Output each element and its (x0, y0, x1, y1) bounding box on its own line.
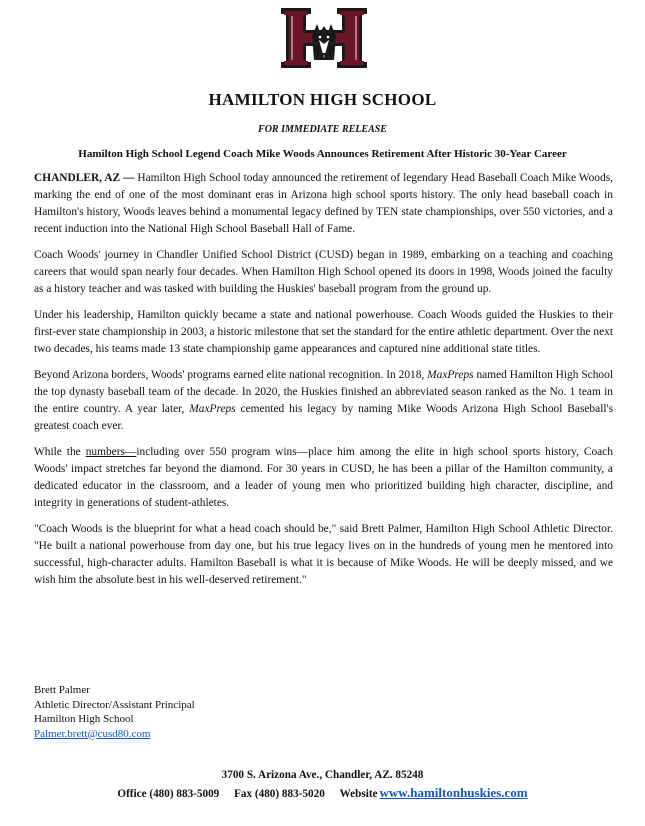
paragraph-4-part-b: named Hamilton High School the top dynasty baseball team of the decade. In 2020, the Huskies finished an abbreviated season ranked as the No. 1 team in the entire country. A year later, (34, 369, 613, 415)
school-logo (279, 6, 369, 70)
paragraph-1-text: Hamilton High School today announced the retirement of legendary Head Baseball Coach Mike Woods, marking the end of one of the most dominant eras in Arizona high school sports history. The only head baseball coach in Hamilton's history, Woods leaves behind a monumental legacy defined by TEN state championships, over 550 victories, and a recent induction into the National High School Baseball Hall of Fame. (34, 172, 613, 235)
signer-title: Athletic Director/Assistant Principal (34, 698, 195, 711)
press-release-body (34, 170, 613, 598)
maxpreps-italic: MaxPreps (427, 369, 474, 381)
hamilton-h-husky-logo-icon (279, 6, 369, 70)
dateline: CHANDLER, AZ — (34, 172, 135, 184)
email-link[interactable]: Palmer.brett@cusd80.com (34, 727, 151, 740)
school-name: HAMILTON HIGH SCHOOL (208, 90, 437, 109)
paragraph-3: Under his leadership, Hamilton quickly became a state and national powerhouse. Coach Woods guided the Huskies to their first-ever state championship in 2003, a historic milestone that set the standard for the entire athletic department. Over the next two decades, his teams made 13 state championship game appearances and captured nine additional state titles. (34, 309, 613, 355)
headline: Hamilton High School Legend Coach Mike Woods Announces Retirement After Historic 30-Year Career (78, 148, 567, 160)
paragraph-6-quote: "Coach Woods is the blueprint for what a head coach should be," said Brett Palmer, Hamilton High School Athletic Director. "He built a national powerhouse from day one, but his true legacy lives on in the hundreds of young men he mentored into successful, high-character adults. Hamilton Baseball is what it is because of Mike Woods. He will be deeply missed, and we wish him the absolute best in his well-deserved retirement." (34, 523, 613, 586)
paragraph-5-part-b: including over 550 program wins—place him among the elite in high school sports history, Coach Woods' impact stretches far beyond the diamond. For 30 years in CUSD, he has been a pillar of the Hamilton community, a dedicated educator in the classroom, and a leader of young men who prioritized building high character, discipline, and integrity in generations of student-athletes. (34, 446, 613, 509)
signer-school: Hamilton High School (34, 713, 134, 725)
paragraph-2: Coach Woods' journey in Chandler Unified School District (CUSD) began in 1989, embarking on a teaching and coaching careers that would span nearly four decades. When Hamilton High School opened its doors in 1998, Woods joined the faculty as a history teacher and was tasked with building the Huskies' baseball program from the ground up. (34, 249, 613, 295)
office-phone: Office (480) 883-5009 (117, 788, 220, 800)
paragraph-5 (34, 444, 613, 512)
footer-address: 3700 S. Arizona Ave., Chandler, AZ. 85248 (221, 769, 424, 781)
underlined-numbers: numbers— (85, 446, 137, 458)
signature-block (34, 683, 195, 741)
paragraph-4-part-a: Beyond Arizona borders, Woods' programs earned elite national recognition. In 2018, (34, 369, 428, 381)
fax-number: Fax (480) 883-5020 (234, 788, 325, 800)
paragraph-4-part-c: cemented his legacy by naming Mike Woods Arizona High School Baseball's greatest coach ever. (34, 403, 614, 432)
release-label: FOR IMMEDIATE RELEASE (258, 124, 387, 135)
paragraph-4 (34, 367, 613, 435)
paragraph-5-part-a: While the (34, 446, 86, 458)
website-label: Website (339, 788, 378, 800)
website-link[interactable]: www.hamiltonhuskies.com (379, 785, 528, 800)
signer-name: Brett Palmer (34, 684, 90, 696)
maxpreps-italic: MaxPreps (189, 403, 236, 415)
paragraph-1 (34, 170, 613, 238)
footer-contact (0, 785, 645, 801)
